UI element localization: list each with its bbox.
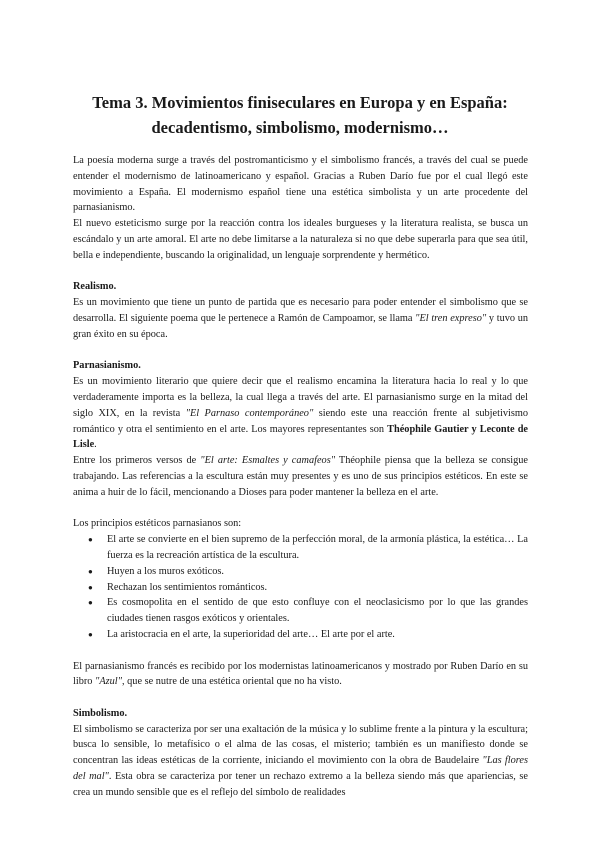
principles-list: [73, 532, 528, 643]
poem-title: "El tren expreso": [415, 312, 487, 324]
parnasianismo-paragraph-1: Es un movimiento literario que quiere decir que el realismo encamina la literatura hacia lo real y lo que verdaderamente importa es la belleza, la cual llega a través del arte. El parnasianismo surge en la mitad del siglo XIX, en la revista "El Parnaso contemporáneo" siendo este una reacción frente al subjetivismo romántico y otra el sentimiento en el arte. Los mayores representantes son Théophile Gautier y Leconte de Lisle.: [73, 376, 528, 451]
simbolismo-heading: Simbolismo.: [73, 707, 128, 719]
simbolismo-paragraph: El simbolismo se caracteriza por ser una exaltación de la música y lo sublime frente a la pintura y la escultura; busca lo sensible, lo metafísico o el alma de las cosas, el misterio; también es un manifiesto donde se concentran las ideas estéticas de la corriente, iniciando el movimiento con la obra de Baudelaire "Las flores del mal". Esta obra se caracteriza por tener un rechazo extremo a la belleza siendo más que apariencias, se crea un mundo sensible que es el reflejo del símbolo de realidades: [73, 723, 529, 798]
list-item: ● El arte se convierte en el bien supremo de la perfección moral, de la armonía plástica, la estética… La fuerza es la recreación artística de la escultura.: [107, 532, 528, 564]
azul-title: "Azul": [95, 676, 122, 688]
list-item: ● La aristocracia en el arte, la superioridad del arte… El arte por el arte.: [107, 627, 528, 643]
list-item: ● Es cosmopolita en el sentido de que esto confluye con el neoclasicismo por lo que las grandes ciudades tienen rasgos exóticos y orientales.: [107, 595, 528, 627]
parnasianismo-paragraph-3: El parnasianismo francés es recibido por los modernistas latinoamericanos y mostrado por Ruben Darío en su libro "Azul", que se nutre de una estética oriental que no ha visto.: [73, 660, 528, 688]
work-title: "Las flores del mal": [73, 755, 529, 783]
document-body: [73, 153, 528, 801]
realismo-paragraph: Es un movimiento que tiene un punto de partida que es necesario para poder entender el simbolismo que se desarrolla. El siguiente poema que le pertenece a Ramón de Campoamor, se llama "El tren expreso" y tuvo un gran éxito en su época.: [73, 297, 529, 340]
list-item: ● Rechazan los sentimientos románticos.: [107, 580, 528, 596]
title-line-2: decadentismo, simbolismo, modernismo…: [151, 118, 449, 137]
intro-paragraph-2: El nuevo esteticismo surge por la reacción contra los ideales burgueses y la literatura realista, se busca un escándalo y un arte amoral. El arte no debe limitarse a la naturaleza si no que debe superarla para que sea útil, bella e independiente, buscando la originalidad, un lenguaje sorprendente y hermético.: [73, 218, 528, 261]
authors: Théophile Gautier y Leconte de Lisle: [73, 423, 528, 451]
principles-intro: Los principios estéticos parnasianos son:: [73, 518, 242, 530]
title-line-1: Tema 3. Movimientos finiseculares en Europa y en España:: [92, 93, 508, 112]
list-item: ● Huyen a los muros exóticos.: [107, 564, 528, 580]
parnasianismo-paragraph-2: Entre los primeros versos de "El arte: Esmaltes y camafeos" Théophile piensa que la belleza se consigue trabajando. Las referencias a la escultura están muy presentes y es uno de sus principios estéticos. En este se anima a huir de lo fácil, mencionando a Dioses para poder mantener la belleza en el arte.: [73, 455, 528, 498]
page-title: [40, 90, 560, 140]
book-title: "El arte: Esmaltes y camafeos": [200, 455, 336, 467]
realismo-heading: Realismo.: [73, 281, 117, 293]
parnasianismo-heading: Parnasianismo.: [73, 360, 141, 372]
intro-paragraph-1: La poesía moderna surge a través del postromanticismo y el simbolismo francés, a través del cual se puede entender el modernismo de latinoamericano y español. Gracias a Ruben Darío fue por el cual llegó este movimiento a España. El modernismo español tiene una estética simbolista y un arte procedente del parnasianismo.: [73, 155, 528, 214]
magazine-title: "El Parnaso contemporáneo": [185, 407, 314, 419]
